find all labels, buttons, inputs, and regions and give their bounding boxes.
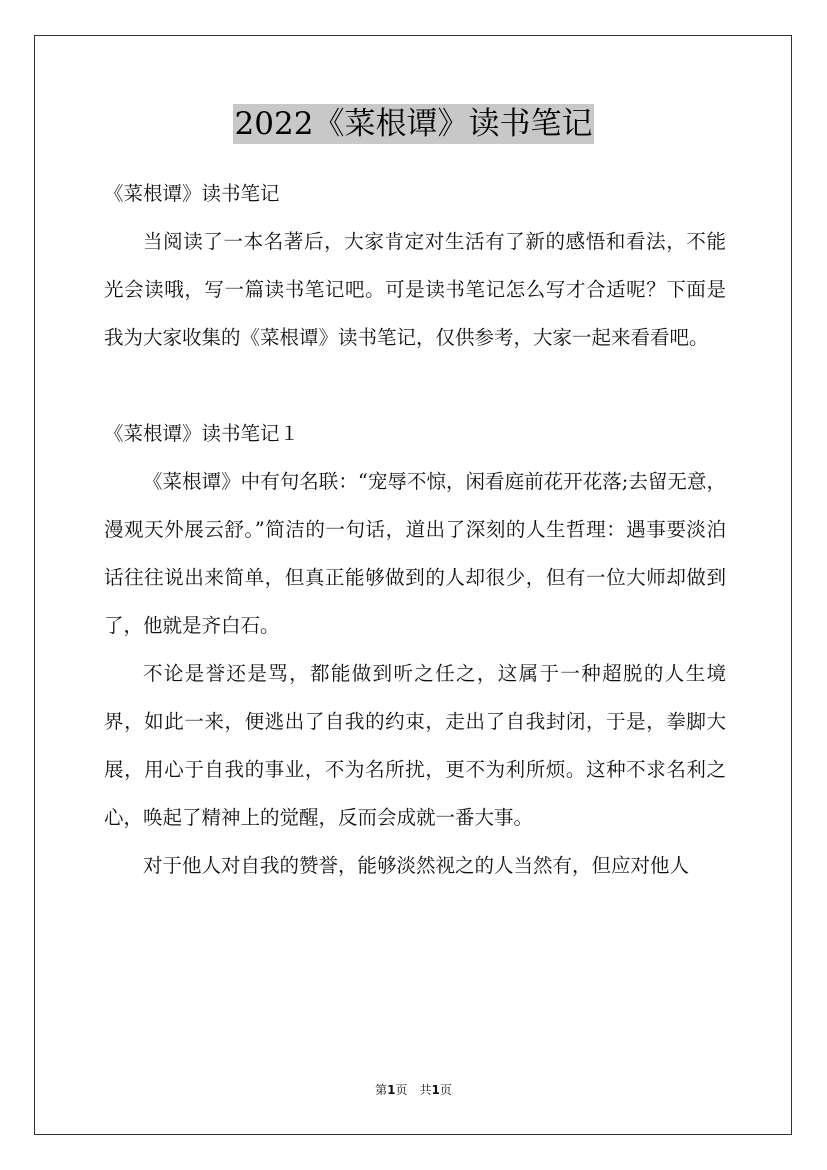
footer-suffix: 页 bbox=[439, 1083, 452, 1097]
document-body bbox=[104, 170, 726, 890]
subtitle: 《菜根谭》读书笔记 bbox=[104, 182, 280, 205]
intro-paragraph: 当阅读了一本名著后，大家肯定对生活有了新的感悟和看法，不能光会读哦，写一篇读书笔记吧。可是读书笔记怎么写才合适呢？下面是我为大家收集的《菜根谭》读书笔记，仅供参考，大家一起来看看吧。 bbox=[104, 230, 726, 349]
body-paragraph-1: 《菜根谭》中有句名联：“宠辱不惊，闲看庭前花开花落;去留无意，漫观天外展云舒。”简洁的一句话，道出了深刻的人生哲理：遇事要淡泊话往往说出来简单，但真正能够做到的人却很少，但有一位大师却做到了，他就是齐白石。 bbox=[104, 470, 726, 637]
body-paragraph-2: 不论是誉还是骂，都能做到听之任之，这属于一种超脱的人生境界，如此一来，便逃出了自我的约束，走出了自我封闭，于是，拳脚大展，用心于自我的事业，不为名所扰，更不为利所烦。这种不求名利之心，唤起了精神上的觉醒，反而会成就一番大事。 bbox=[104, 662, 726, 829]
footer-page-total: 1 bbox=[431, 1083, 440, 1097]
spacer bbox=[104, 362, 726, 410]
page-footer bbox=[0, 1082, 827, 1098]
document-title: 2022《菜根谭》读书笔记 bbox=[234, 106, 593, 142]
section-heading: 《菜根谭》读书笔记１ bbox=[104, 422, 300, 445]
footer-prefix: 第 bbox=[375, 1083, 388, 1097]
title-container bbox=[0, 104, 827, 144]
footer-page-current: 1 bbox=[387, 1083, 396, 1097]
footer-mid: 页 共 bbox=[395, 1083, 432, 1097]
body-paragraph-3: 对于他人对自我的赞誉，能够淡然视之的人当然有，但应对他人 bbox=[143, 854, 690, 877]
